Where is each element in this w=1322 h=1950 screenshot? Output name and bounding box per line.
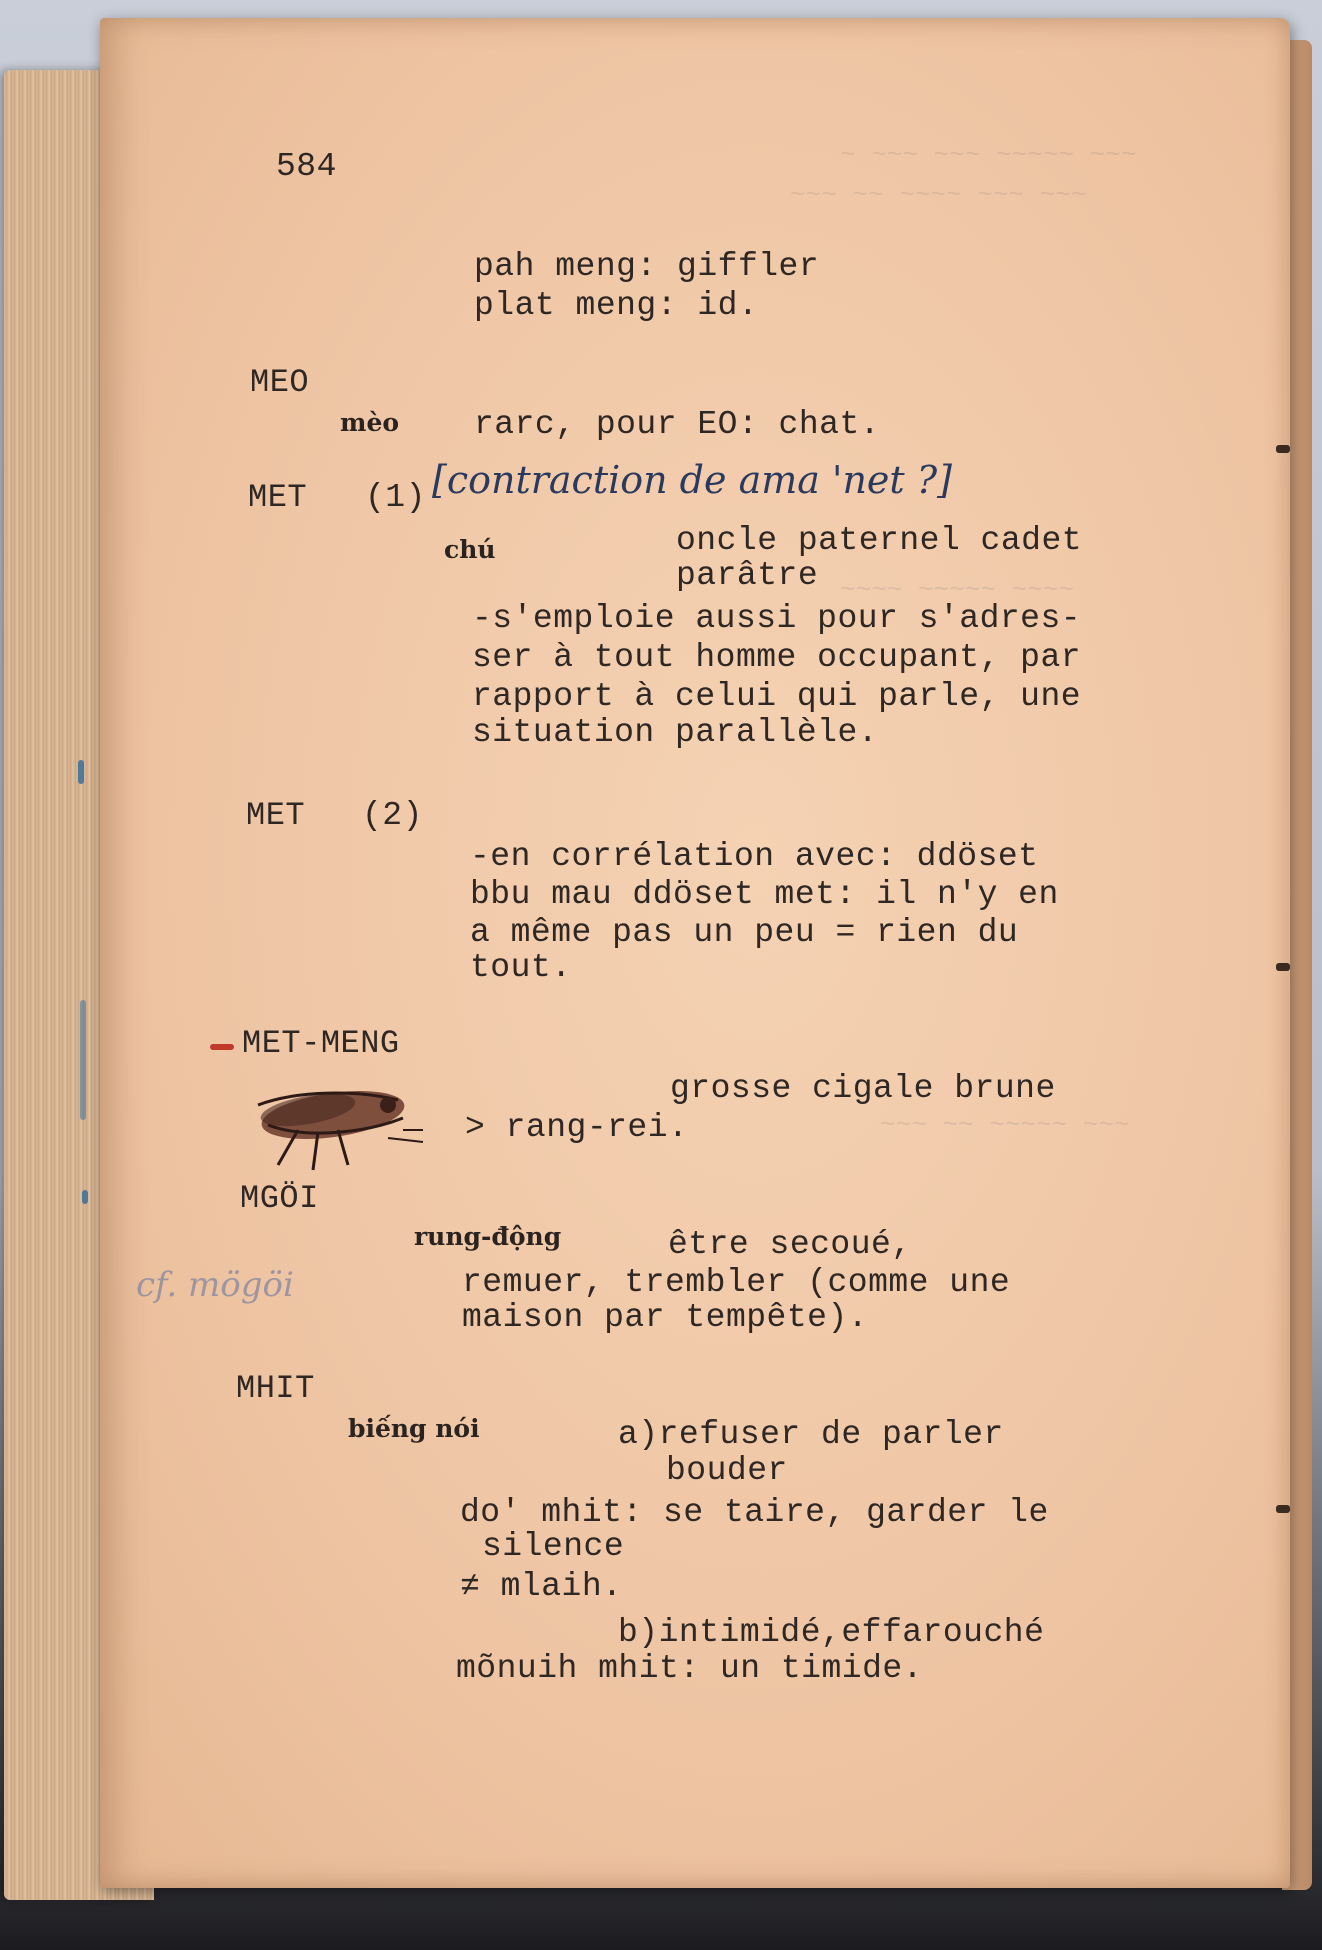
page-number: 584 [276,148,337,185]
headword-met-meng: MET-MENG [242,1025,400,1062]
example: do' mhit: se taire, garder le [460,1494,1049,1531]
example: silence [482,1528,625,1565]
headword-mgoi: MGÖI [240,1180,319,1217]
vietnamese-gloss: rung-động [414,1222,562,1251]
definition: a)refuser de parler [618,1416,1004,1453]
sense-number: (2) [362,797,423,834]
headword-meo: MEO [250,364,310,401]
usage-note: ser à tout homme occupant, par [472,639,1082,676]
usage-note: -s'emploie aussi pour s'adres- [472,600,1082,637]
headword-met-1: MET [248,479,308,516]
headword-mhit: MHIT [236,1370,315,1407]
definition: parâtre [676,557,819,594]
definition: -en corrélation avec: ddöset [470,838,1039,875]
margin-ink-mark [80,1000,86,1120]
entry-line: pah meng: giffler [474,248,820,285]
entry-line: plat meng: id. [474,287,759,324]
margin-handwritten-note: cf. mögöi [136,1265,294,1305]
binding-mark [1276,1505,1290,1513]
vietnamese-gloss: chú [444,535,496,564]
cross-reference: > rang-rei. [465,1109,689,1146]
vietnamese-gloss: mèo [340,408,400,437]
definition: grosse cigale brune [670,1070,1056,1107]
cicada-illustration [238,1070,428,1180]
usage-note: situation parallèle. [472,714,879,751]
margin-ink-mark [82,1190,88,1204]
definition: maison par tempête). [462,1299,869,1336]
definition: bouder [666,1452,788,1489]
handwritten-annotation: [contraction de ama 'net ?] [432,458,952,502]
bleed-through-text: ~~~ ~~ ~~~~~ ~~~ [880,1110,1130,1140]
example: mõnuih mhit: un timide. [456,1650,923,1687]
red-margin-mark [210,1044,234,1050]
vietnamese-gloss: biếng nói [348,1414,480,1443]
bleed-through-text: ~~~ ~~ ~~~~ ~~~ ~~~ [790,180,1087,210]
definition: être secoué, [668,1226,912,1263]
definition: oncle paternel cadet [676,522,1083,559]
usage-note: rapport à celui qui parle, une [472,678,1082,715]
bleed-through-text: ~ ~~~ ~~~ ~~~~~ ~~~ [840,140,1137,170]
sense-number: (1) [365,479,426,516]
binding-mark [1276,963,1290,971]
headword-met-2: MET [246,797,306,834]
binding-mark [1276,445,1290,453]
margin-ink-mark [78,760,84,784]
definition: b)intimidé,effarouché [618,1614,1045,1651]
bleed-through-text: ~~~~ ~~~~~ ~~~~ [840,575,1075,605]
antonym: ≠ mlaih. [460,1568,623,1605]
definition: a même pas un peu = rien du [470,914,1019,951]
definition: tout. [470,949,572,986]
definition: rarc, pour EO: chat. [474,406,881,443]
definition: bbu mau ddöset met: il n'y en [470,876,1059,913]
definition: remuer, trembler (comme une [462,1264,1011,1301]
